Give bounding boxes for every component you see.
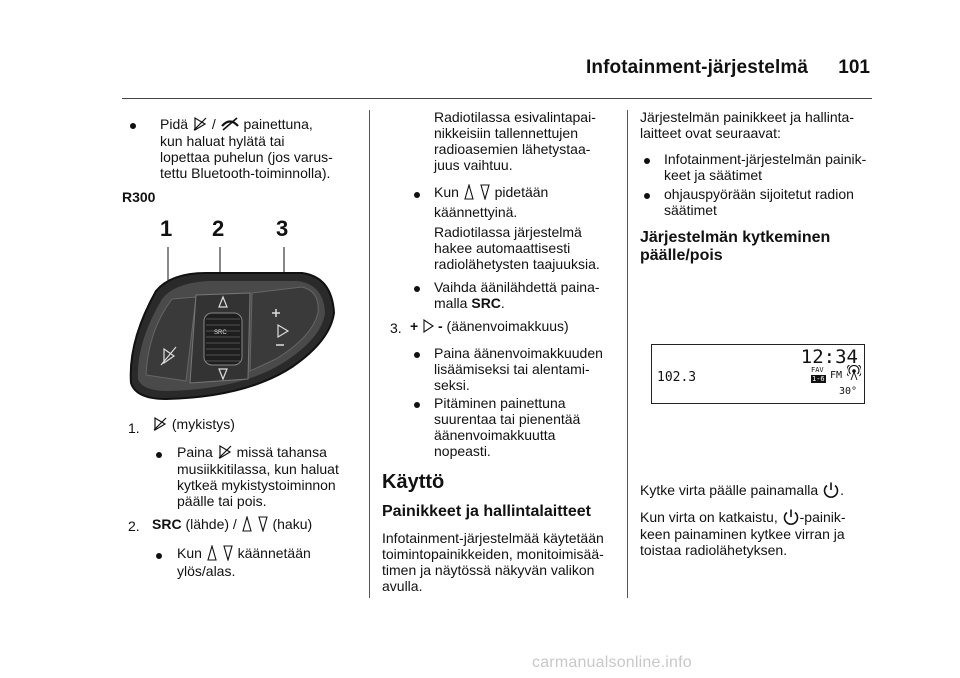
section-label-r300: R300 [122, 189, 156, 205]
display-fav-label: FAV [811, 366, 824, 374]
bullet-text: Kun [434, 184, 459, 201]
bullet-marker [156, 452, 162, 458]
power-paragraph-rest: keen painaminen kytkee virran ja toistaa radiolähetyksen. [640, 526, 845, 558]
bullet-marker [644, 193, 650, 199]
controls-paragraph: Infotainment-järjestelmää käytetään toimintopainikkeiden, monitoimisää- timen ja näytössä näkyvän valikon avulla. [382, 530, 604, 594]
section-heading-kaytto: Käyttö [382, 471, 445, 493]
item-3-title [410, 318, 569, 336]
callout-1: 1 [160, 216, 173, 241]
item-1-bullet-rest: musiikkitilassa, kun haluat kytkeä mykistystoiminnon päälle tai pois. [177, 461, 339, 509]
volume-minus: - [437, 318, 443, 334]
item-2-end: (haku) [272, 516, 313, 533]
rds-antenna-icon [847, 365, 861, 384]
bullet-text: Paina [177, 444, 213, 461]
seek-hold-bullet [434, 184, 548, 203]
bullet-marker [644, 158, 650, 164]
subheading-controls: Painikkeet ja hallintalaitteet [382, 503, 591, 520]
bullet-text: Vaihda äänilähdettä paina- malla [434, 279, 600, 311]
bullet-text-after: painettuna, [243, 116, 313, 133]
page-number: 101 [838, 57, 870, 78]
seek-hold-bullet-rest: käännettyinä. [434, 204, 518, 220]
bullet-text-after: missä tahansa [236, 444, 327, 461]
volume-icon [422, 319, 434, 336]
item-2-bullet-rest: ylös/alas. [177, 563, 236, 579]
bullet-marker [414, 402, 420, 408]
bullet-text: Pidä [160, 116, 189, 133]
display-temperature: 30° [838, 386, 857, 397]
item-2-number: 2. [128, 518, 140, 534]
steering-wheel-controls-figure [126, 216, 346, 403]
period: . [500, 295, 505, 311]
bullet-text-after: käännetään [237, 545, 311, 562]
src-label: SRC [152, 516, 182, 533]
volume-plus: + [410, 318, 419, 334]
bullet-text-rest: kun haluat hylätä tai lopettaa puhelun (jos varus- tettu Bluetooth-toiminnolla). [160, 133, 333, 181]
radio-preset-paragraph: Radiotilassa esivalintapai- nikkeisiin tallennettujen radioasemien lähetystaa- juus vaihtuu. [434, 109, 596, 173]
volume-bullet-1: Paina äänenvoimakkuuden lisäämiseksi tai alentami- seksi. [434, 345, 603, 393]
seek-down-icon [222, 545, 234, 564]
display-band: FM [830, 370, 843, 381]
callout-3: 3 [276, 216, 289, 241]
bullet-marker [414, 286, 420, 292]
radio-display [651, 344, 865, 404]
slash-separator: / [211, 116, 216, 133]
item-2-bullet [177, 545, 311, 564]
item-1-label: (mykistys) [171, 416, 235, 433]
callout-2: 2 [212, 216, 225, 241]
src-bullet [434, 279, 624, 311]
paragraph-text: Kun virta on katkaistu, [640, 509, 778, 526]
controls-intro-paragraph: Järjestelmän painikkeet ja hallinta- laitteet ovat seuraavat: [640, 109, 854, 141]
bullet-text: Kun [177, 545, 202, 562]
column-divider-1 [369, 110, 370, 598]
running-header-title: Infotainment-järjestelmä [585, 57, 808, 78]
bullet-marker [414, 352, 420, 358]
volume-bullet-2: Pitäminen painettuna suurentaa tai pienentää äänenvoimakkuutta nopeasti. [434, 395, 581, 459]
caption-period: . [840, 482, 844, 499]
bullet-marker [414, 192, 420, 198]
controls-bullet-2: ohjauspyörään sijoitetut radion säätimet [664, 186, 854, 218]
item-1-number: 1. [128, 420, 140, 436]
display-preset-page: 1-6 [812, 375, 825, 383]
display-frequency: 102.3 [657, 370, 697, 385]
seek-down-icon [479, 184, 491, 203]
src-label: SRC [471, 295, 501, 311]
control-panel-illustration [126, 216, 346, 403]
header-divider [122, 98, 872, 99]
power-caption [640, 481, 844, 502]
power-heading: Järjestelmän kytkeminen päälle/pois [640, 229, 831, 264]
src-button-label: SRC [214, 330, 227, 336]
item-2-title [152, 516, 312, 535]
mute-icon [152, 416, 168, 435]
seek-up-icon [206, 545, 218, 564]
seek-up-icon [463, 184, 475, 203]
item-2-mid: (lähde) / [185, 516, 237, 533]
caption-text: Kytke virta päälle painamalla [640, 482, 819, 499]
radio-search-paragraph: Radiotilassa järjestelmä hakee automaattisesti radiolähetysten taajuuksia. [434, 224, 600, 272]
display-time: 12:34 [800, 346, 858, 368]
column-divider-2 [627, 110, 628, 598]
bullet-marker [130, 123, 136, 129]
item-3-label: (äänenvoimakkuus) [446, 318, 569, 334]
power-icon [822, 481, 840, 502]
controls-bullet-1: Infotainment-järjestelmän painik- keet ja säätimet [664, 151, 867, 183]
seek-down-icon [257, 516, 269, 535]
bullet-text-after: pidetään [494, 184, 549, 201]
bullet-marker [156, 553, 162, 559]
item-1-title [152, 416, 235, 435]
watermark: carmanualsonline.info [532, 654, 692, 671]
paragraph-text-after: -painik- [799, 509, 846, 526]
seek-up-icon [241, 516, 253, 535]
item-3-number: 3. [390, 320, 402, 336]
